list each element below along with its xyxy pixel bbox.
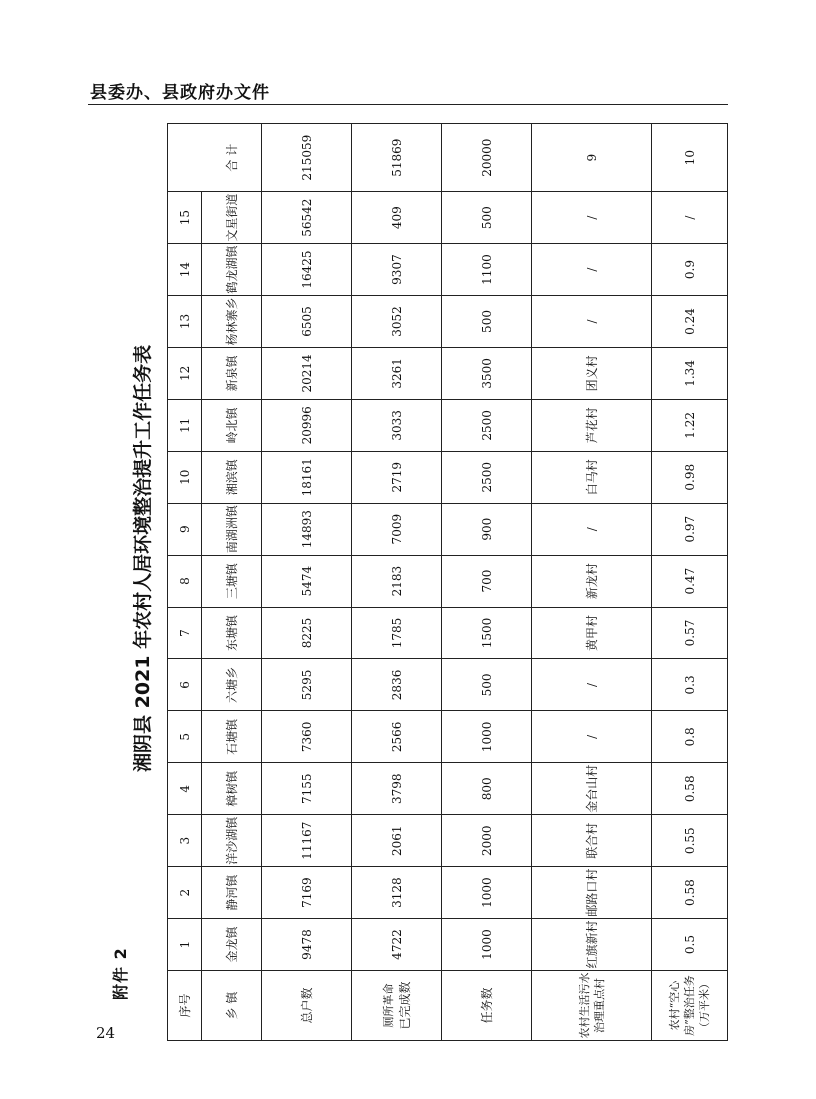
col-header-sewage: 农村生活污水治理重点村 <box>532 971 652 1041</box>
cell-seq: 2 <box>168 867 202 919</box>
page-number: 24 <box>96 1024 116 1042</box>
column-total-households <box>262 124 352 1041</box>
total-empty-house: 10 <box>652 124 728 192</box>
cell-total-households: 5474 <box>262 555 352 607</box>
header-title: 县委办、县政府办文件 <box>90 83 270 103</box>
cell-seq: 9 <box>168 503 202 555</box>
cell-completed: 7009 <box>352 503 442 555</box>
column-town <box>202 124 262 1041</box>
cell-seq: 4 <box>168 763 202 815</box>
cell-tasks: 2500 <box>442 399 532 451</box>
cell-completed: 2566 <box>352 711 442 763</box>
cell-total-households: 11167 <box>262 815 352 867</box>
cell-seq: 11 <box>168 399 202 451</box>
cell-tasks: 2000 <box>442 815 532 867</box>
cell-empty-house: 1.34 <box>652 347 728 399</box>
cell-tasks: 1100 <box>442 244 532 296</box>
cell-total-households: 20214 <box>262 347 352 399</box>
cell-total-households: 8225 <box>262 607 352 659</box>
cell-completed: 3033 <box>352 399 442 451</box>
cell-town: 金龙镇 <box>202 919 262 971</box>
cell-total-households: 7155 <box>262 763 352 815</box>
cell-sewage: 白马村 <box>532 451 652 503</box>
cell-sewage: 金台山村 <box>532 763 652 815</box>
total-tasks: 20000 <box>442 124 532 192</box>
column-seq <box>168 124 202 1041</box>
total-label <box>168 124 202 192</box>
cell-empty-house: / <box>652 192 728 244</box>
cell-sewage: / <box>532 192 652 244</box>
cell-completed: 2836 <box>352 659 442 711</box>
cell-empty-house: 0.55 <box>652 815 728 867</box>
col-header-seq: 序号 <box>168 971 202 1041</box>
cell-town: 湘滨镇 <box>202 451 262 503</box>
cell-seq: 7 <box>168 607 202 659</box>
col-header-empty-house: 农村“空心房”整治任务（万平米） <box>652 971 728 1041</box>
cell-town: 南湖洲镇 <box>202 503 262 555</box>
cell-tasks: 3500 <box>442 347 532 399</box>
cell-tasks: 500 <box>442 659 532 711</box>
cell-sewage: 芦花村 <box>532 399 652 451</box>
cell-sewage: 黄甲村 <box>532 607 652 659</box>
col-header-tasks-label: 任务数 <box>480 987 494 1024</box>
cell-sewage: / <box>532 296 652 348</box>
document-title: 湘阴县 2021 年农村人居环境整治提升工作任务表 <box>132 344 154 772</box>
cell-sewage: 邮路口村 <box>532 867 652 919</box>
cell-town: 洋沙湖镇 <box>202 815 262 867</box>
cell-tasks: 1000 <box>442 867 532 919</box>
cell-completed: 3128 <box>352 867 442 919</box>
cell-town: 东塘镇 <box>202 607 262 659</box>
appendix-label: 附件 2 <box>111 947 130 1000</box>
cell-sewage: / <box>532 711 652 763</box>
cell-completed: 9307 <box>352 244 442 296</box>
cell-empty-house: 0.58 <box>652 763 728 815</box>
total-label: 合 计 <box>202 124 262 192</box>
cell-town: 静河镇 <box>202 867 262 919</box>
cell-sewage: 联合村 <box>532 815 652 867</box>
header-rule <box>88 104 728 105</box>
cell-sewage: 团义村 <box>532 347 652 399</box>
col-header-toilet-group: 厕所革命 <box>382 983 395 1028</box>
cell-empty-house: 0.8 <box>652 711 728 763</box>
cell-seq: 3 <box>168 815 202 867</box>
cell-sewage: 红旗新村 <box>532 919 652 971</box>
cell-tasks: 900 <box>442 503 532 555</box>
cell-sewage: 新龙村 <box>532 555 652 607</box>
column-empty-house <box>652 124 728 1041</box>
cell-sewage: / <box>532 244 652 296</box>
col-header-tasks <box>442 971 532 1041</box>
cell-completed: 2719 <box>352 451 442 503</box>
cell-total-households: 16425 <box>262 244 352 296</box>
cell-completed: 3798 <box>352 763 442 815</box>
cell-total-households: 5295 <box>262 659 352 711</box>
cell-total-households: 14893 <box>262 503 352 555</box>
cell-tasks: 1000 <box>442 711 532 763</box>
cell-completed: 3052 <box>352 296 442 348</box>
cell-empty-house: 0.3 <box>652 659 728 711</box>
cell-completed: 1785 <box>352 607 442 659</box>
cell-total-households: 7360 <box>262 711 352 763</box>
cell-empty-house: 0.97 <box>652 503 728 555</box>
cell-town: 新泉镇 <box>202 347 262 399</box>
cell-completed: 2183 <box>352 555 442 607</box>
cell-sewage: / <box>532 659 652 711</box>
cell-town: 杨林寨乡 <box>202 296 262 348</box>
cell-tasks: 500 <box>442 296 532 348</box>
cell-empty-house: 1.22 <box>652 399 728 451</box>
col-header-town: 乡 镇 <box>202 971 262 1041</box>
cell-seq: 6 <box>168 659 202 711</box>
cell-seq: 10 <box>168 451 202 503</box>
cell-town: 六塘乡 <box>202 659 262 711</box>
task-table-wrapper <box>167 124 727 1041</box>
cell-completed: 3261 <box>352 347 442 399</box>
cell-total-households: 56542 <box>262 192 352 244</box>
cell-town: 鹤龙湖镇 <box>202 244 262 296</box>
col-header-total-households: 总户数 <box>262 971 352 1041</box>
cell-town: 文星街道 <box>202 192 262 244</box>
cell-tasks: 1500 <box>442 607 532 659</box>
task-table <box>167 123 728 1041</box>
cell-empty-house: 0.98 <box>652 451 728 503</box>
cell-total-households: 9478 <box>262 919 352 971</box>
cell-seq: 15 <box>168 192 202 244</box>
cell-town: 岭北镇 <box>202 399 262 451</box>
cell-total-households: 18161 <box>262 451 352 503</box>
cell-empty-house: 0.57 <box>652 607 728 659</box>
total-completed: 51869 <box>352 124 442 192</box>
cell-total-households: 7169 <box>262 867 352 919</box>
cell-completed: 2061 <box>352 815 442 867</box>
cell-tasks: 800 <box>442 763 532 815</box>
column-tasks <box>442 124 532 1041</box>
cell-town: 樟树镇 <box>202 763 262 815</box>
cell-total-households: 20996 <box>262 399 352 451</box>
cell-tasks: 500 <box>442 192 532 244</box>
cell-completed: 4722 <box>352 919 442 971</box>
cell-empty-house: 0.9 <box>652 244 728 296</box>
cell-seq: 13 <box>168 296 202 348</box>
cell-empty-house: 0.5 <box>652 919 728 971</box>
cell-town: 三塘镇 <box>202 555 262 607</box>
cell-seq: 8 <box>168 555 202 607</box>
cell-empty-house: 0.24 <box>652 296 728 348</box>
cell-town: 石塘镇 <box>202 711 262 763</box>
column-sewage <box>532 124 652 1041</box>
col-header-completed-label: 已完成数 <box>398 981 412 1030</box>
cell-seq: 5 <box>168 711 202 763</box>
cell-tasks: 700 <box>442 555 532 607</box>
col-header-completed <box>352 971 442 1041</box>
cell-total-households: 6505 <box>262 296 352 348</box>
total-total-households: 215059 <box>262 124 352 192</box>
cell-tasks: 2500 <box>442 451 532 503</box>
cell-completed: 409 <box>352 192 442 244</box>
cell-sewage: / <box>532 503 652 555</box>
cell-seq: 1 <box>168 919 202 971</box>
cell-seq: 14 <box>168 244 202 296</box>
column-completed <box>352 124 442 1041</box>
total-sewage: 9 <box>532 124 652 192</box>
cell-seq: 12 <box>168 347 202 399</box>
cell-empty-house: 0.58 <box>652 867 728 919</box>
cell-empty-house: 0.47 <box>652 555 728 607</box>
cell-tasks: 1000 <box>442 919 532 971</box>
